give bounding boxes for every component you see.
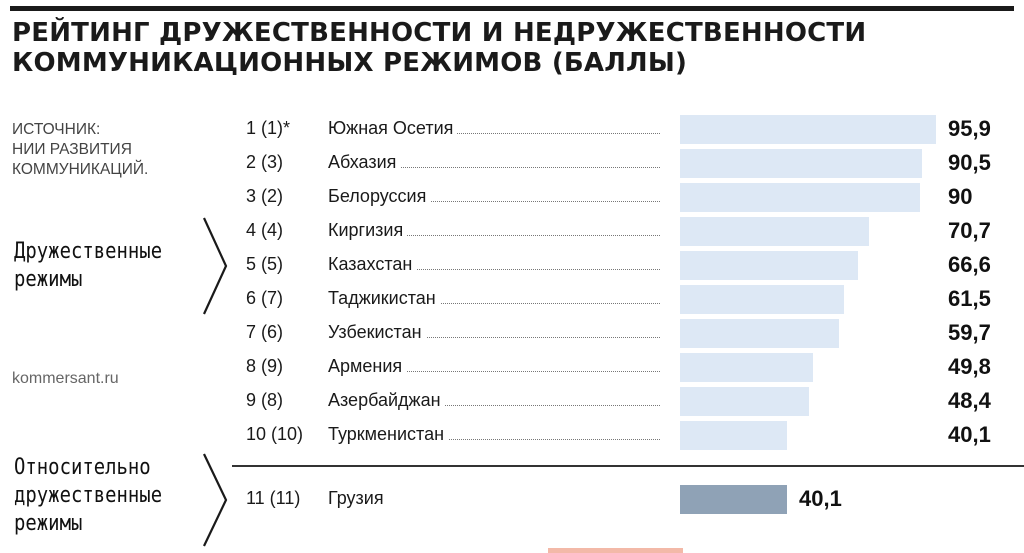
rank-label: 11 (11) — [246, 488, 301, 508]
rank-label: 5 (5) — [246, 254, 284, 274]
data-label: 59,7 — [948, 320, 991, 345]
country-label: Абхазия — [328, 152, 400, 173]
table-row — [0, 148, 1024, 178]
site-credit: kommersant.ru — [12, 370, 119, 387]
group-label-relatively-line-2: дружественные — [14, 483, 163, 508]
country-label: Белоруссия — [328, 186, 430, 207]
source-line-1: ИСТОЧНИК: — [12, 121, 101, 138]
data-label: 49,8 — [948, 354, 991, 379]
rank-label: 2 (3) — [246, 152, 284, 172]
table-row — [0, 352, 1024, 382]
rank-label: 6 (7) — [246, 288, 284, 308]
country-label: Казахстан — [328, 254, 416, 275]
table-row — [0, 182, 1024, 212]
table-row — [0, 114, 1024, 144]
table-row — [0, 216, 1024, 246]
bar — [680, 217, 869, 246]
country-label: Грузия — [328, 488, 388, 509]
next-section-edge — [548, 548, 683, 553]
data-label: 61,5 — [948, 286, 991, 311]
country-label: Южная Осетия — [328, 118, 457, 139]
data-label: 90,5 — [948, 150, 991, 175]
group-label-relatively-line-1: Относительно — [14, 455, 151, 480]
bar — [680, 421, 787, 450]
country-label: Азербайджан — [328, 390, 445, 411]
data-label: 40,1 — [799, 486, 842, 511]
bar — [680, 285, 844, 314]
data-label: 90 — [948, 184, 973, 209]
table-row — [0, 318, 1024, 348]
rank-label: 10 (10) — [246, 424, 304, 444]
group-label-friendly-line-2: режимы — [14, 267, 83, 292]
bar — [680, 149, 922, 178]
country-label: Узбекистан — [328, 322, 426, 343]
group-divider — [232, 465, 1024, 467]
country-label: Киргизия — [328, 220, 407, 241]
chart-title-line-1: РЕЙТИНГ ДРУЖЕСТВЕННОСТИ И НЕДРУЖЕСТВЕННОСТИ — [12, 18, 867, 48]
rank-label: 8 (9) — [246, 356, 284, 376]
table-row — [0, 386, 1024, 416]
data-label: 95,9 — [948, 116, 991, 141]
rank-label: 4 (4) — [246, 220, 284, 240]
group-label-friendly-line-1: Дружественные — [14, 239, 163, 264]
table-row — [0, 250, 1024, 280]
data-label: 40,1 — [948, 422, 991, 447]
country-label: Таджикистан — [328, 288, 440, 309]
bar — [680, 353, 813, 382]
country-label: Армения — [328, 356, 406, 377]
data-label: 48,4 — [948, 388, 991, 413]
top-rule — [10, 6, 1014, 11]
rank-label: 3 (2) — [246, 186, 284, 206]
rank-label: 7 (6) — [246, 322, 284, 342]
table-row — [0, 484, 1024, 514]
table-row — [0, 420, 1024, 450]
country-label: Туркменистан — [328, 424, 448, 445]
group-label-relatively-line-3: режимы — [14, 511, 83, 536]
source-line-2: НИИ РАЗВИТИЯ — [12, 141, 132, 158]
rank-label: 9 (8) — [246, 390, 284, 410]
bar — [680, 319, 839, 348]
bar — [680, 485, 787, 514]
rank-label: 1 (1)* — [246, 118, 291, 138]
bar — [680, 115, 936, 144]
source-line-3: КОММУНИКАЦИЙ. — [12, 161, 149, 178]
data-label: 70,7 — [948, 218, 991, 243]
bar — [680, 387, 809, 416]
bar — [680, 183, 920, 212]
data-label: 66,6 — [948, 252, 991, 277]
chart-title — [12, 18, 1012, 78]
chart-title-line-2: КОММУНИКАЦИОННЫХ РЕЖИМОВ (БАЛЛЫ) — [12, 48, 688, 78]
table-row — [0, 284, 1024, 314]
bar — [680, 251, 858, 280]
